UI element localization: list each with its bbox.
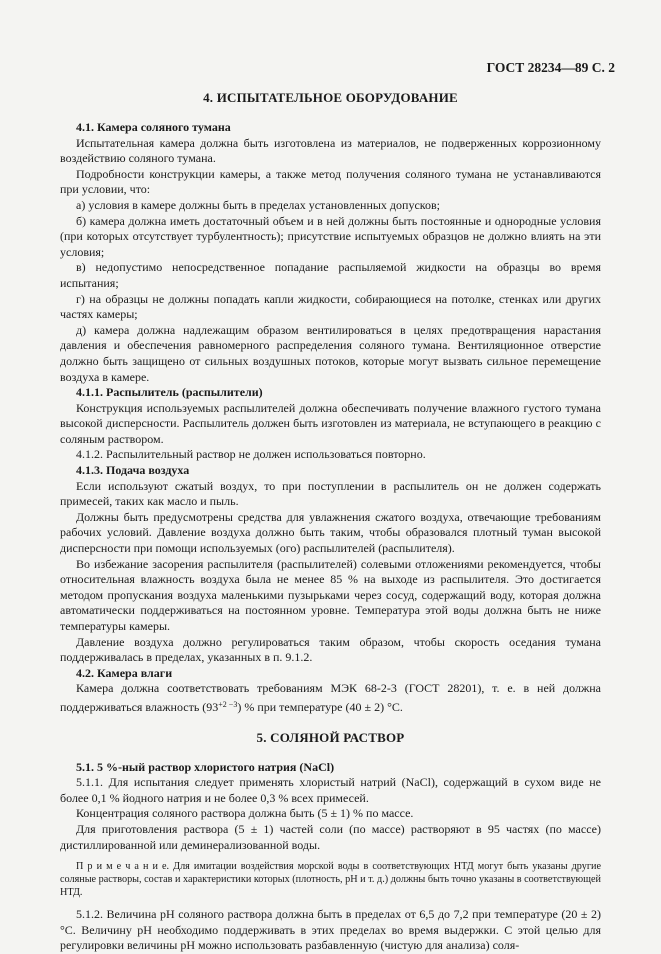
paragraph: Во избежание засорения распылителя (распылителей) солевыми отложениями рекомендуется, чтобы относительная влажность воздуха была не менее 85 % на выходе из распылителя. Это достигается методом пропускания воздуха маленькими пузырьками через сосуд, содержащий воду, которая должна автоматически поддерживаться на постоянном уровне. Температура этой воды должна быть не ниже температуры камеры.	[60, 556, 601, 633]
paragraph: Давление воздуха должно регулироваться таким образом, чтобы скорость оседания тумана поддерживалась в пределах, указанных в п. 9.1.2.	[60, 634, 601, 665]
paragraph: Концентрация соляного раствора должна быть (5 ± 1) % по массе.	[76, 806, 414, 821]
heading-4-1-3: 4.1.3. Подача воздуха	[76, 463, 190, 478]
paragraph: Конструкция используемых распылителей должна обеспечивать получение влажного густого тумана высокой дисперсности. Распылитель должен быть изготовлен из материала, не вступающего в реакцию с соляным раствором.	[60, 400, 601, 446]
paragraph-5-1-2: 5.1.2. Величина рН соляного раствора должна быть в пределах от 6,5 до 7,2 при температуре (20 ± 2) °С. Величину рН необходимо поддерживать в этих пределах во время выдержки. С этой целью для регулировки величины рН можно использовать разбавленную (чистую для анализа) соля-	[60, 907, 601, 953]
list-item-a: а) условия в камере должны быть в пределах установленных допусков;	[76, 197, 440, 212]
humidity-text-after: ) % при температуре (40 ± 2) °С.	[237, 699, 403, 714]
heading-4-2: 4.2. Камера влаги	[76, 665, 173, 680]
heading-5-1: 5.1. 5 %-ный раствор хлористого натрия (NaCl)	[76, 759, 335, 774]
section-5-title: 5. СОЛЯНОЙ РАСТВОР	[256, 729, 405, 745]
list-item-b: б) камера должна иметь достаточный объем и в ней должны быть постоянные и однородные условия (при которых отсутствует турбулентность); присутствие испытуемых образцов не должно влиять на эти условия;	[60, 213, 601, 259]
humidity-text-before: Камера должна соответствовать требованиям МЭК 68-2-3 (ГОСТ 28201), т. е. в ней должна поддерживаться влажность (93	[60, 681, 601, 714]
paragraph-4-1-2: 4.1.2. Распылительный раствор не должен использоваться повторно.	[76, 447, 426, 462]
page-content	[60, 90, 601, 954]
paragraph-humidity	[60, 681, 601, 715]
list-item-v: в) недопустимо непосредственное попадание распыляемой жидкости на образцы во время испытания;	[60, 260, 601, 290]
note: П р и м е ч а н и е. Для имитации воздействия морской воды в соответствующих НТД могут быть указаны другие соляные растворы, состав и характеристики которых (плотность, рН и т. д.) должны быть точно указаны в соответствующей НТД.	[60, 861, 601, 899]
list-item-g: г) на образцы не должны попадать капли жидкости, собирающиеся на потолке, стенках или других частях камеры;	[60, 291, 601, 322]
paragraph: Должны быть предусмотрены средства для увлажнения сжатого воздуха, отвечающие требованиям рабочих условий. Давление воздуха должно быть таким, чтобы образовался плотный туман высокой дисперсности при помощи используемых (ого) распылителей (распылителя).	[60, 509, 601, 556]
paragraph: Если используют сжатый воздух, то при поступлении в распылитель он не должен содержать примесей, таких как масло и пыль.	[60, 478, 601, 509]
paragraph: Подробности конструкции камеры, а также метод получения соляного тумана не устанавливаются при условии, что:	[60, 166, 601, 197]
paragraph: Для приготовления раствора (5 ± 1) частей соли (по массе) растворяют в 95 частях (по массе) дистиллированной или деминерализованной воды.	[60, 821, 601, 852]
list-item-d: д) камера должна надлежащим образом вентилироваться в целях предотвращения нарастания давления и обеспечения равномерного распределения соляного тумана. Вентиляционное отверстие должно быть защищено от сильных воздушных потоков, которые могут вызвать сильное перемещение воздуха в камере.	[60, 322, 601, 384]
paragraph-5-1-1: 5.1.1. Для испытания следует применять хлористый натрий (NaCl), содержащий в сухом виде не более 0,1 % йодного натрия и не более 0,3 % всех примесей.	[60, 775, 601, 805]
heading-4-1-1: 4.1.1. Распылитель (распылители)	[76, 385, 263, 400]
section-4-title: 4. ИСПЫТАТЕЛЬНОЕ ОБОРУДОВАНИЕ	[203, 90, 458, 105]
humidity-tolerance: +2 −3	[218, 699, 238, 709]
heading-4-1: 4.1. Камера соляного тумана	[76, 120, 231, 134]
page-header: ГОСТ 28234—89 С. 2	[486, 60, 615, 75]
paragraph: Испытательная камера должна быть изготовлена из материалов, не подверженных коррозионному воздействию соляного тумана.	[60, 135, 601, 166]
